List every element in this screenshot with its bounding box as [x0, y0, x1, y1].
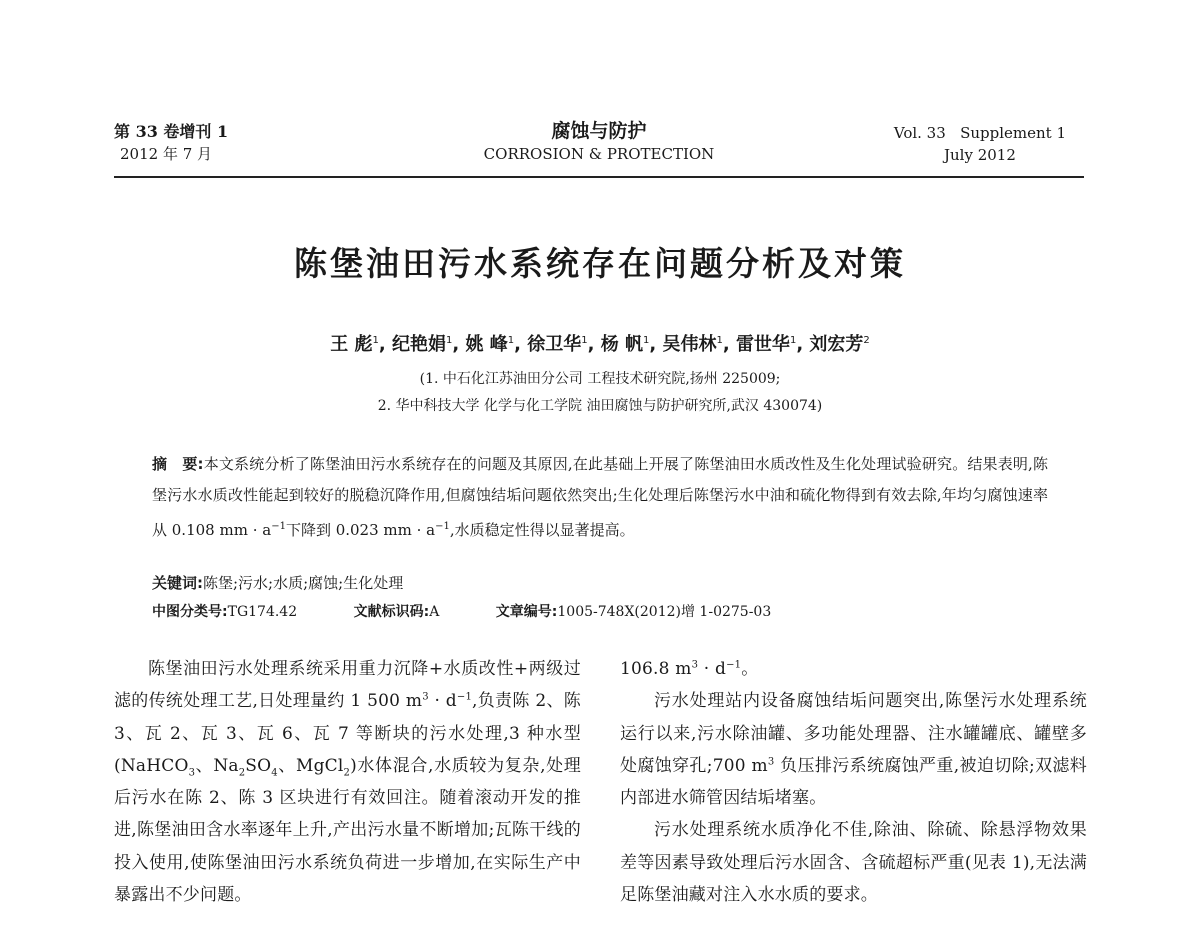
- classification-line: [152, 601, 1052, 621]
- date-line-en: July 2012: [943, 146, 1016, 164]
- affiliation-2: 2. 华中科技大学 化学与化工学院 油田腐蚀与防护研究所,武汉 430074): [377, 398, 823, 414]
- body-column-right: [620, 653, 1087, 911]
- volume-line: 第 33 卷增刊 1: [114, 122, 229, 141]
- body-paragraph: 污水处理站内设备腐蚀结垢问题突出,陈堡污水处理系统运行以来,污水除油罐、多功能处理器、注水罐罐底、罐壁多处腐蚀穿孔;700 $m^3$ 负压排污系统腐蚀严重,被迫切除;双滤料内部进水筛管因结垢堵塞。: [620, 691, 1087, 809]
- journal-name-cn: 腐蚀与防护: [551, 120, 647, 142]
- body-column-left: [114, 653, 581, 911]
- affiliation-1: (1. 中石化江苏油田分公司 工程技术研究院,扬州 225009;: [419, 371, 781, 387]
- volume-issue-en: [894, 122, 1066, 166]
- header-rule: [114, 176, 1084, 178]
- abstract: 摘 要:本文系统分析了陈堡油田污水系统存在的问题及其原因,在此基础上开展了陈堡油田水质改性及生化处理试验研究。结果表明,陈堡污水水质改性能起到较好的脱稳沉降作用,但腐蚀结垢问题依然突出;生化处理后陈堡污水中油和硫化物得到有效去除,年均匀腐蚀速率从 0.108 mm · $a^{-1}$下降到 0.023 mm · $a^{-1}$,水质稳定性得以显著提高。: [152, 455, 1049, 539]
- author: 吴伟林$^1$: [662, 334, 723, 355]
- author-list: 王 彪$^1$, 纪艳娟$^1$, 姚 峰$^1$, 徐卫华$^1$, 杨 帆$^1$, 吴伟林$^1$, 雷世华$^1$, 刘宏芳$^2$: [330, 334, 870, 355]
- volume-line-en: Vol. 33 Supplement 1: [893, 124, 1066, 142]
- author: 雷世华$^1$: [735, 334, 797, 355]
- body-paragraph: 陈堡油田污水处理系统采用重力沉降+水质改性+两级过滤的传统处理工艺,日处理量约 1 500 $m^3 \cdot d^{-1}$,负责陈 2、陈 3、瓦 2、瓦 3、瓦 6、瓦 7 等断块的污水处理,3 种水型(NaHCO$_3$、$Na_2SO_4$、MgCl$_2$)水体混合,水质较为复杂,处理后污水在陈 2、陈 3 区块进行有效回注。随着滚动开发的推进,陈堡油田含水率逐年上升,产出污水量不断增加;瓦陈干线的投入使用,使陈堡油田污水系统负荷进一步增加,在实际生产中暴露出不少问题。: [114, 659, 581, 906]
- clc-number: 中图分类号:TG174.42: [152, 604, 298, 620]
- journal-name-en: CORROSION & PROTECTION: [483, 145, 715, 163]
- body-paragraph: 污水处理系统水质净化不佳,除油、除硫、除悬浮物效果差等因素导致处理后污水固含、含硫超标严重(见表 1),无法满足陈堡油藏对注入水水质的要求。: [620, 820, 1087, 906]
- abstract-text: 本文系统分析了陈堡油田污水系统存在的问题及其原因,在此基础上开展了陈堡油田水质改性及生化处理试验研究。结果表明,陈堡污水水质改性能起到较好的脱稳沉降作用,但腐蚀结垢问题依然突出;生化处理后陈堡污水中油和硫化物得到有效去除,年均匀腐蚀速率从 0.108 mm · a: [152, 455, 1049, 539]
- date-line: 2012 年 7 月: [120, 145, 213, 163]
- author: 王 彪$^1$: [330, 334, 379, 355]
- author: 杨 帆$^1$: [600, 334, 650, 355]
- document-code: 文献标识码:A: [353, 604, 440, 620]
- paper-title: 陈堡油田污水系统存在问题分析及对策: [294, 244, 906, 283]
- keywords-label: 关键词:: [152, 574, 203, 592]
- author: 姚 峰$^1$: [465, 334, 515, 355]
- author: 纪艳娟$^1$: [391, 334, 453, 355]
- author: 徐卫华$^1$: [527, 334, 588, 355]
- body-paragraph-continued: 106.8 $m^3 \cdot d^{-1}$。: [620, 659, 759, 679]
- abstract-label: 摘 要:: [152, 455, 204, 473]
- keywords-text: 陈堡;污水;水质;腐蚀;生化处理: [203, 574, 404, 592]
- author: 刘宏芳$^2$: [809, 334, 870, 355]
- keywords: [152, 572, 403, 593]
- article-number: 文章编号:1005-748X(2012)增 1-0275-03: [495, 604, 772, 620]
- running-header: [114, 118, 1084, 178]
